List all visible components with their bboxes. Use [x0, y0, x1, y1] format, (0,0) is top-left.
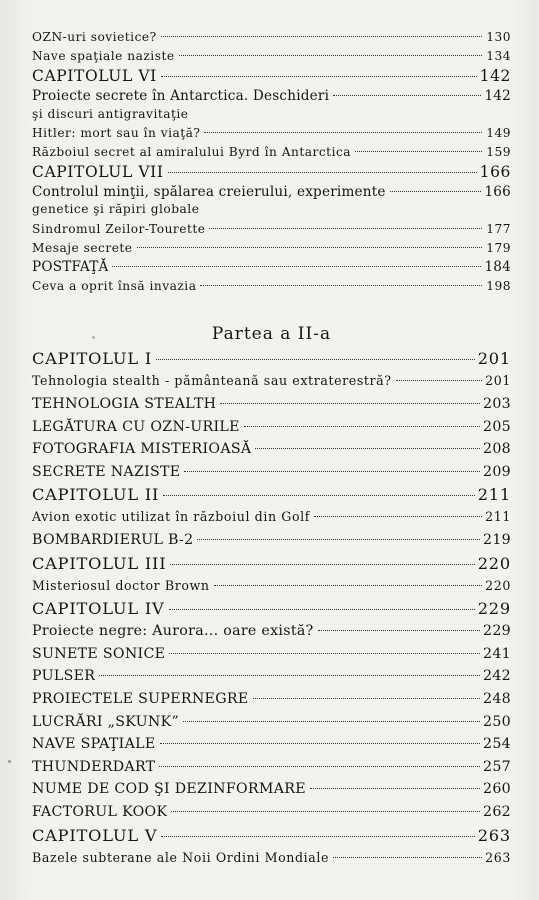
toc-page-number: 177 [486, 221, 511, 236]
dot-leader [318, 630, 481, 631]
toc-entry [32, 66, 511, 87]
toc-entry [32, 347, 511, 370]
dot-leader [137, 247, 482, 248]
toc-page-number: 149 [486, 125, 511, 140]
page-speck [92, 336, 95, 339]
toc-entry [32, 733, 511, 756]
toc-entry [32, 778, 511, 801]
dot-leader [184, 471, 480, 472]
toc-page-number: 130 [486, 30, 511, 44]
dot-leader [204, 132, 482, 133]
toc-entry [32, 506, 511, 529]
dot-leader [214, 585, 482, 586]
toc-entry [32, 529, 511, 552]
toc-page-number: 219 [483, 532, 511, 548]
toc-entry [32, 575, 511, 598]
toc-entry [32, 711, 511, 734]
toc-entry-title: Proiecte negre: Aurora... oare există? [32, 623, 314, 640]
toc-entry-title: Mesaje secrete [32, 240, 133, 255]
toc-entry-title: Ceva a oprit însă invazia [32, 279, 197, 294]
toc-page-number: 211 [477, 485, 511, 505]
toc-entry-title: CAPITOLUL VI [32, 67, 157, 86]
toc-page-number: 134 [486, 49, 511, 64]
toc-entry-title: şi discuri antigravitaţie [32, 106, 189, 121]
toc-page-number: 179 [486, 240, 511, 255]
toc-entry [32, 370, 511, 393]
dot-leader [168, 172, 477, 173]
toc-entry-title: NUME DE COD ŞI DEZINFORMARE [32, 781, 306, 798]
toc-entry-title: Controlul minţii, spălarea creierului, experimente [32, 184, 386, 201]
page-speck [8, 760, 11, 763]
toc-entry-title: LUCRĂRI „SKUNK” [32, 713, 180, 730]
toc-page-number: 220 [485, 577, 511, 593]
dot-leader [169, 653, 480, 654]
dot-leader [156, 359, 475, 360]
dot-leader [390, 191, 482, 192]
toc-entry-title: Hitler: mort sau în viaţă? [32, 125, 201, 140]
toc-entry-title: Bazele subterane ale Noii Ordini Mondiale [32, 849, 330, 865]
dot-leader [333, 95, 481, 96]
toc-entry [32, 620, 511, 643]
toc-page-number: 250 [483, 713, 511, 730]
toc-page-number: 248 [483, 690, 511, 707]
toc-entry [32, 200, 511, 219]
toc-entry-title: OZN-uri sovietice? [32, 30, 157, 44]
toc-entry-title: Sindromul Zeilor-Tourette [32, 221, 206, 236]
dot-leader [99, 675, 480, 676]
dot-leader [253, 698, 481, 699]
toc-entry [32, 162, 511, 183]
dot-leader [179, 55, 482, 56]
toc-page-number: 229 [477, 599, 511, 619]
toc-entry [32, 801, 511, 824]
dot-leader [255, 448, 480, 449]
toc-entry-title: Nave spaţiale naziste [32, 49, 175, 64]
toc-entry [32, 552, 511, 575]
dot-leader [209, 228, 482, 229]
toc-page-number: 198 [486, 279, 511, 294]
dot-leader [112, 266, 481, 267]
dot-leader [161, 76, 477, 77]
toc-entry [32, 438, 511, 461]
toc-page-number: 142 [484, 88, 511, 105]
toc-entry-title: Avion exotic utilizat în războiul din Golf [32, 509, 311, 525]
toc-page-number: 159 [486, 145, 511, 160]
toc-entry [32, 824, 511, 847]
toc-entry [32, 105, 511, 124]
dot-leader [396, 380, 482, 381]
toc-entry-title: CAPITOLUL I [32, 349, 153, 369]
toc-entry [32, 688, 511, 711]
toc-page-number: 201 [485, 373, 511, 389]
toc-entry [32, 756, 511, 779]
toc-entry [32, 665, 511, 688]
dot-leader [310, 788, 480, 789]
dot-leader [197, 539, 480, 540]
dot-leader [169, 609, 475, 610]
toc-page-number: 262 [483, 803, 511, 820]
toc-entry-title: NAVE SPAŢIALE [32, 736, 156, 753]
toc-entry [32, 643, 511, 666]
toc-entry-title: genetice şi răpiri globale [32, 202, 200, 217]
toc-entry [32, 124, 511, 143]
toc-page-number: 263 [485, 849, 511, 865]
dot-leader [183, 721, 480, 722]
toc-page-number: 166 [479, 163, 511, 182]
toc-entry [32, 220, 511, 239]
toc-entry [32, 847, 511, 870]
toc-entry-title: CAPITOLUL VII [32, 163, 164, 182]
toc-entry [32, 47, 511, 66]
toc-entry-title: Tehnologia stealth - pământeană sau extraterestră? [32, 373, 392, 389]
toc-entry [32, 483, 511, 506]
dot-leader [160, 743, 481, 744]
toc-page-number: 205 [483, 418, 511, 435]
toc-entry [32, 597, 511, 620]
toc-page-number: 209 [483, 463, 511, 480]
toc-entry-title: FOTOGRAFIA MISTERIOASĂ [32, 441, 252, 458]
toc-entry-title: CAPITOLUL IV [32, 599, 165, 619]
toc-part-2 [32, 347, 511, 869]
toc-entry-title: SECRETE NAZISTE [32, 463, 181, 480]
toc-page-number: 142 [479, 67, 511, 86]
dot-leader [314, 516, 482, 517]
dot-leader [159, 766, 480, 767]
toc-entry-title: PROIECTELE SUPERNEGRE [32, 690, 249, 707]
dot-leader [170, 564, 474, 565]
toc-page-number: 242 [483, 668, 511, 685]
toc-entry-title: SUNETE SONICE [32, 645, 166, 662]
toc-entry-title: PULSER [32, 668, 96, 685]
dot-leader [161, 36, 482, 37]
toc-page-number: 241 [483, 645, 511, 662]
toc-entry [32, 258, 511, 277]
toc-entry-title: FACTORUL KOOK [32, 803, 168, 820]
toc-entry [32, 28, 511, 47]
toc-entry-title: Proiecte secrete în Antarctica. Deschideri [32, 88, 330, 105]
toc-page-number: 208 [483, 441, 511, 458]
toc-page-number: 254 [483, 736, 511, 753]
toc-entry [32, 277, 511, 296]
toc-entry [32, 416, 511, 439]
toc-page-number: 184 [484, 259, 511, 276]
toc-page-number: 201 [477, 349, 511, 369]
toc-entry [32, 461, 511, 484]
dot-leader [171, 811, 480, 812]
part-heading: Partea a II-a [211, 324, 332, 345]
toc-entry-title: CAPITOLUL V [32, 825, 158, 845]
toc-page-number: 260 [483, 781, 511, 798]
toc-page-number: 211 [485, 509, 511, 525]
toc-page-number: 229 [483, 623, 511, 640]
toc-entry-title: Războiul secret al amiralului Byrd în Antarctica [32, 145, 352, 160]
dot-leader [244, 426, 480, 427]
toc-entry [32, 239, 511, 258]
toc-page-number: 203 [483, 396, 511, 413]
toc-entry-title: CAPITOLUL III [32, 553, 167, 573]
toc-page-number: 257 [483, 758, 511, 775]
toc-entry-title: CAPITOLUL II [32, 485, 160, 505]
toc-page-number: 263 [477, 825, 511, 845]
dot-leader [220, 403, 480, 404]
toc-page-number: 220 [477, 553, 511, 573]
toc-entry-title: LEGĂTURA CU OZN-URILE [32, 418, 240, 435]
dot-leader [161, 836, 474, 837]
toc-page-number: 166 [484, 184, 511, 201]
toc-entry-title: POSTFAŢĂ [32, 259, 109, 276]
toc-part-1 [32, 28, 511, 296]
toc-entry-title: THUNDERDART [32, 758, 156, 775]
dot-leader [333, 857, 482, 858]
dot-leader [200, 285, 482, 286]
toc-entry-title: Misteriosul doctor Brown [32, 577, 210, 593]
dot-leader [163, 495, 474, 496]
toc-entry-title: TEHNOLOGIA STEALTH [32, 396, 217, 413]
dot-leader [355, 151, 482, 152]
toc-entry-title: BOMBARDIERUL B-2 [32, 532, 194, 548]
toc-entry [32, 393, 511, 416]
toc-entry [32, 143, 511, 162]
